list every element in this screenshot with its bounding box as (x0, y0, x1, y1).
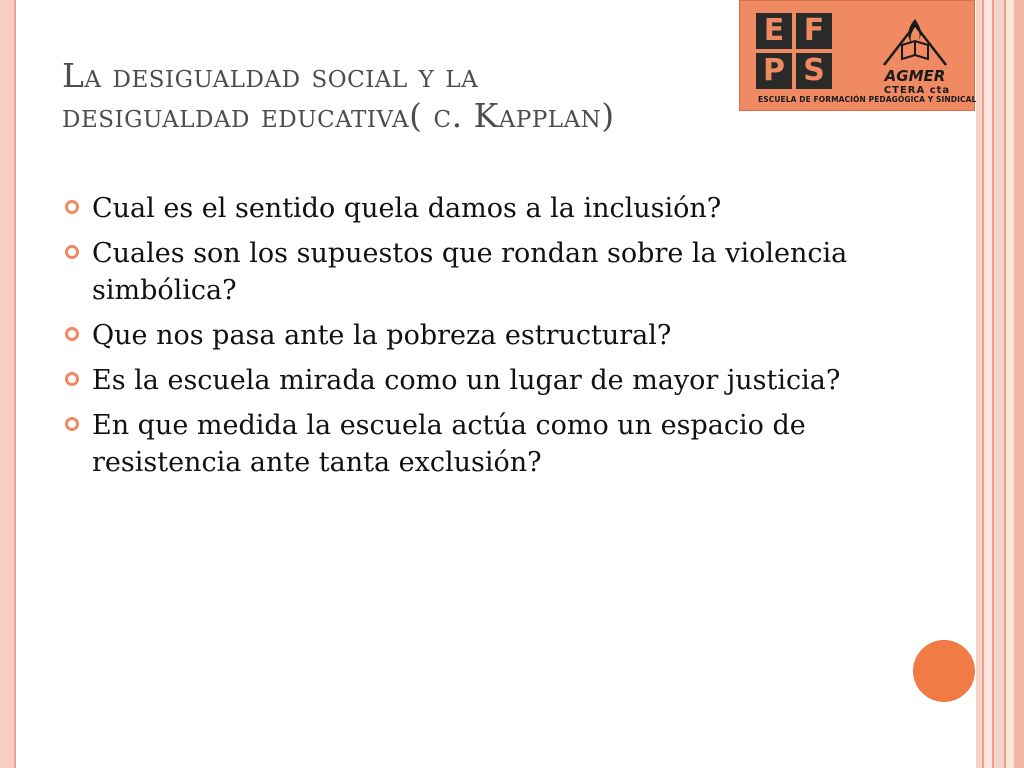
efps-letter-p: P (756, 53, 792, 89)
list-item (64, 362, 884, 399)
efps-letter-f: F (796, 13, 832, 49)
left-decorative-bar (0, 0, 14, 768)
bullet-text: Es la escuela mirada como un lugar de mayor justicia? (92, 365, 841, 396)
bullet-text: Cual es el sentido quela damos a la inclusión? (92, 193, 722, 224)
bullet-ring-icon (64, 244, 80, 260)
bullet-list (64, 190, 884, 489)
bullet-ring-icon (64, 326, 80, 342)
logo-caption: ESCUELA DE FORMACIÓN PEDAGÓGICA Y SINDICAL (758, 95, 977, 104)
left-decorative-line (14, 0, 16, 768)
flame-book-emblem-icon (862, 15, 968, 69)
agmer-label: AGMER (884, 67, 946, 85)
efps-logo-mark (756, 13, 832, 89)
right-decorative-stripes (976, 0, 1024, 768)
decorative-orange-circle (913, 640, 975, 702)
list-item (64, 407, 884, 481)
ctera-label: CTERA cta (883, 85, 951, 96)
slide-title (62, 56, 742, 136)
bullet-ring-icon (64, 199, 80, 215)
list-item (64, 235, 884, 309)
agmer-logo (862, 15, 968, 95)
title-line-1: La desigualdad social y la (62, 56, 479, 95)
bullet-text: En que medida la escuela actúa como un espacio de resistencia ante tanta exclusión? (92, 410, 806, 478)
list-item (64, 190, 884, 227)
bullet-ring-icon (64, 416, 80, 432)
title-line-2: desigualdad educativa( c. Kapplan) (62, 96, 615, 135)
efps-agmer-logo (739, 0, 975, 111)
bullet-text: Que nos pasa ante la pobreza estructural? (92, 320, 672, 351)
bullet-text: Cuales son los supuestos que rondan sobre la violencia simbólica? (92, 238, 848, 306)
list-item (64, 317, 884, 354)
efps-letter-e: E (756, 13, 792, 49)
efps-letter-s: S (796, 53, 832, 89)
bullet-ring-icon (64, 371, 80, 387)
